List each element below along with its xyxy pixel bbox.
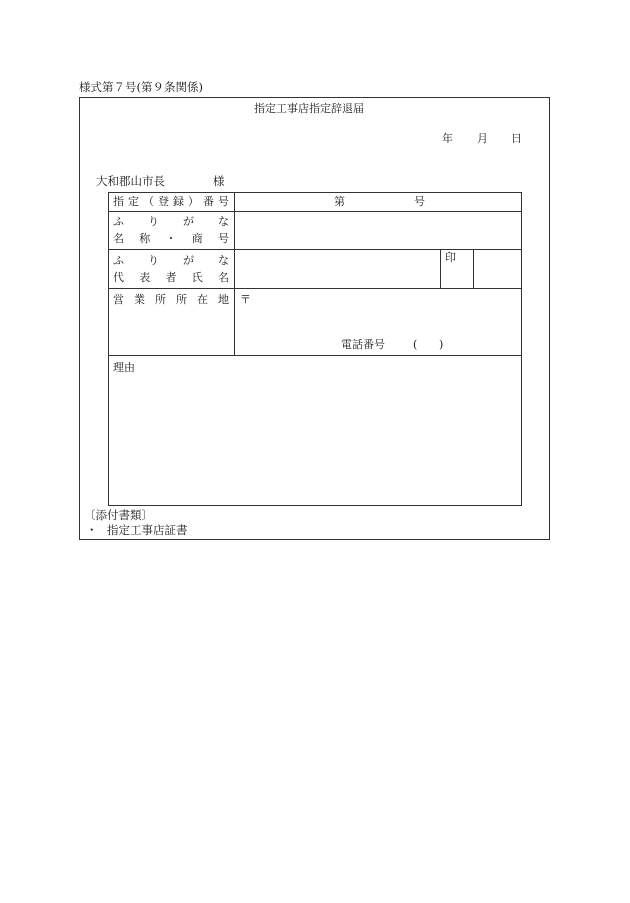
form-title: 指定工事店指定辞退届	[254, 102, 364, 115]
attachment-bullet: ・	[86, 523, 98, 537]
table-right-border	[521, 192, 522, 505]
seal-cell-left	[440, 249, 441, 288]
rep-furigana: ふ り が な	[113, 254, 229, 267]
row-divider-4	[108, 355, 522, 356]
designation-number-label: 指 定 （ 登 録 ） 番 号	[113, 195, 229, 208]
date-day: 日	[511, 132, 522, 145]
phone-label: 電話番号	[341, 338, 385, 351]
phone-paren-close: )	[439, 338, 444, 351]
form-number: 様式第７号(第９条関係)	[79, 80, 203, 94]
attachments-heading: 〔添付書類〕	[84, 508, 153, 522]
form-frame	[79, 97, 550, 540]
date-month: 月	[477, 132, 488, 145]
designation-number-suffix: 号	[414, 195, 425, 208]
designation-number-prefix: 第	[334, 195, 345, 208]
office-label: 営 業 所 所 在 地	[113, 293, 229, 306]
name-label: 名 称 ・ 商 号	[113, 232, 229, 245]
postal-mark: 〒	[240, 293, 251, 306]
row-divider-3	[108, 288, 522, 289]
seal-cell-right	[473, 249, 474, 288]
name-furigana: ふ り が な	[113, 215, 229, 228]
row-divider-1	[108, 211, 522, 212]
addressee-honorific: 様	[213, 174, 225, 188]
row-divider-2	[108, 249, 522, 250]
reason-label: 理由	[113, 361, 135, 374]
rep-label: 代 表 者 氏 名	[113, 271, 229, 284]
date-year: 年	[442, 132, 453, 145]
label-column-divider	[234, 192, 235, 355]
table-top-border	[108, 192, 522, 193]
addressee-name: 大和郡山市長	[96, 174, 165, 188]
table-bottom-border	[108, 505, 522, 506]
seal-mark: 印	[445, 251, 456, 264]
attachment-item: 指定工事店証書	[107, 523, 188, 537]
phone-paren-open: (	[413, 338, 418, 351]
table-left-border	[108, 192, 109, 505]
